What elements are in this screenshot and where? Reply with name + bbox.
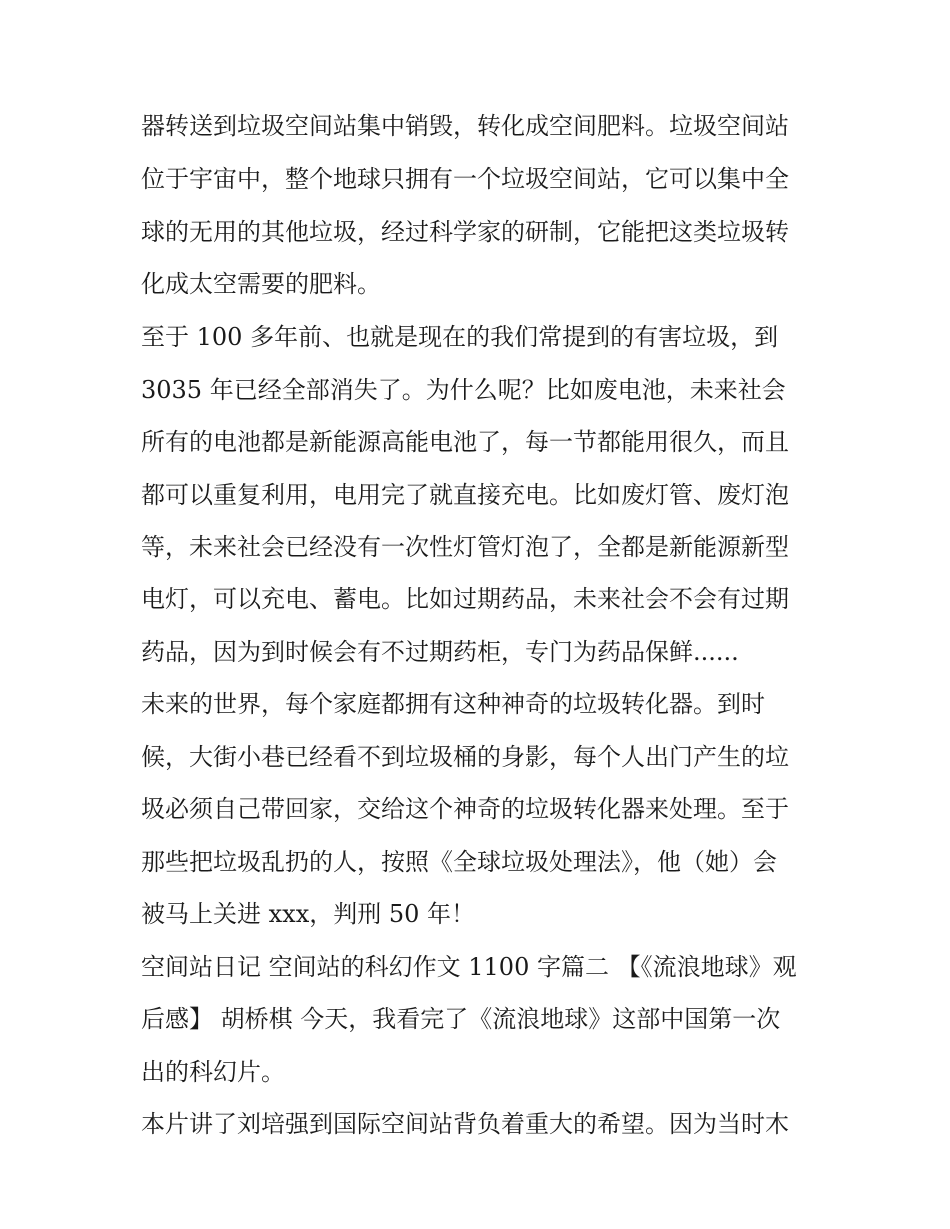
text-line: 被马上关进 xxx，判刑 50 年！ [141, 900, 476, 928]
text-line: 那些把垃圾乱扔的人，按照《全球垃圾处理法》，他（她）会 [141, 848, 777, 876]
text-line: 球的无用的其他垃圾，经过科学家的研制，它能把这类垃圾转 [141, 218, 789, 246]
text-line: 化成太空需要的肥料。 [141, 270, 381, 298]
text-line: 出的科幻片。 [141, 1058, 285, 1086]
text-line: 至于 100 多年前、也就是现在的我们常提到的有害垃圾，到 [141, 323, 779, 351]
text-line: 位于宇宙中，整个地球只拥有一个垃圾空间站，它可以集中全 [141, 165, 789, 193]
text-line: 器转送到垃圾空间站集中销毁，转化成空间肥料。垃圾空间站 [141, 112, 789, 140]
text-line: 圾必须自己带回家，交给这个神奇的垃圾转化器来处理。至于 [141, 795, 789, 823]
text-line: 3035 年已经全部消失了。为什么呢？比如废电池，未来社会 [141, 376, 786, 404]
text-line: 药品，因为到时候会有不过期药柜，专门为药品保鲜...... [141, 638, 739, 666]
text-line: 电灯，可以充电、蓄电。比如过期药品，未来社会不会有过期 [141, 585, 789, 613]
text-line: 候，大街小巷已经看不到垃圾桶的身影，每个人出门产生的垃 [141, 743, 789, 771]
text-line: 所有的电池都是新能源高能电池了，每一节都能用很久，而且 [141, 428, 789, 456]
text-line: 都可以重复利用，电用完了就直接充电。比如废灯管、废灯泡 [141, 481, 789, 509]
text-line: 未来的世界，每个家庭都拥有这种神奇的垃圾转化器。到时 [141, 690, 765, 718]
text-line: 本片讲了刘培强到国际空间站背负着重大的希望。因为当时木 [141, 1110, 789, 1138]
text-line: 等，未来社会已经没有一次性灯管灯泡了，全都是新能源新型 [141, 533, 789, 561]
text-line: 后感】 胡桥棋 今天，我看完了《流浪地球》这部中国第一次 [141, 1005, 781, 1033]
text-line: 空间站日记 空间站的科幻作文 1100 字篇二 【《流浪地球》观 [141, 953, 797, 981]
